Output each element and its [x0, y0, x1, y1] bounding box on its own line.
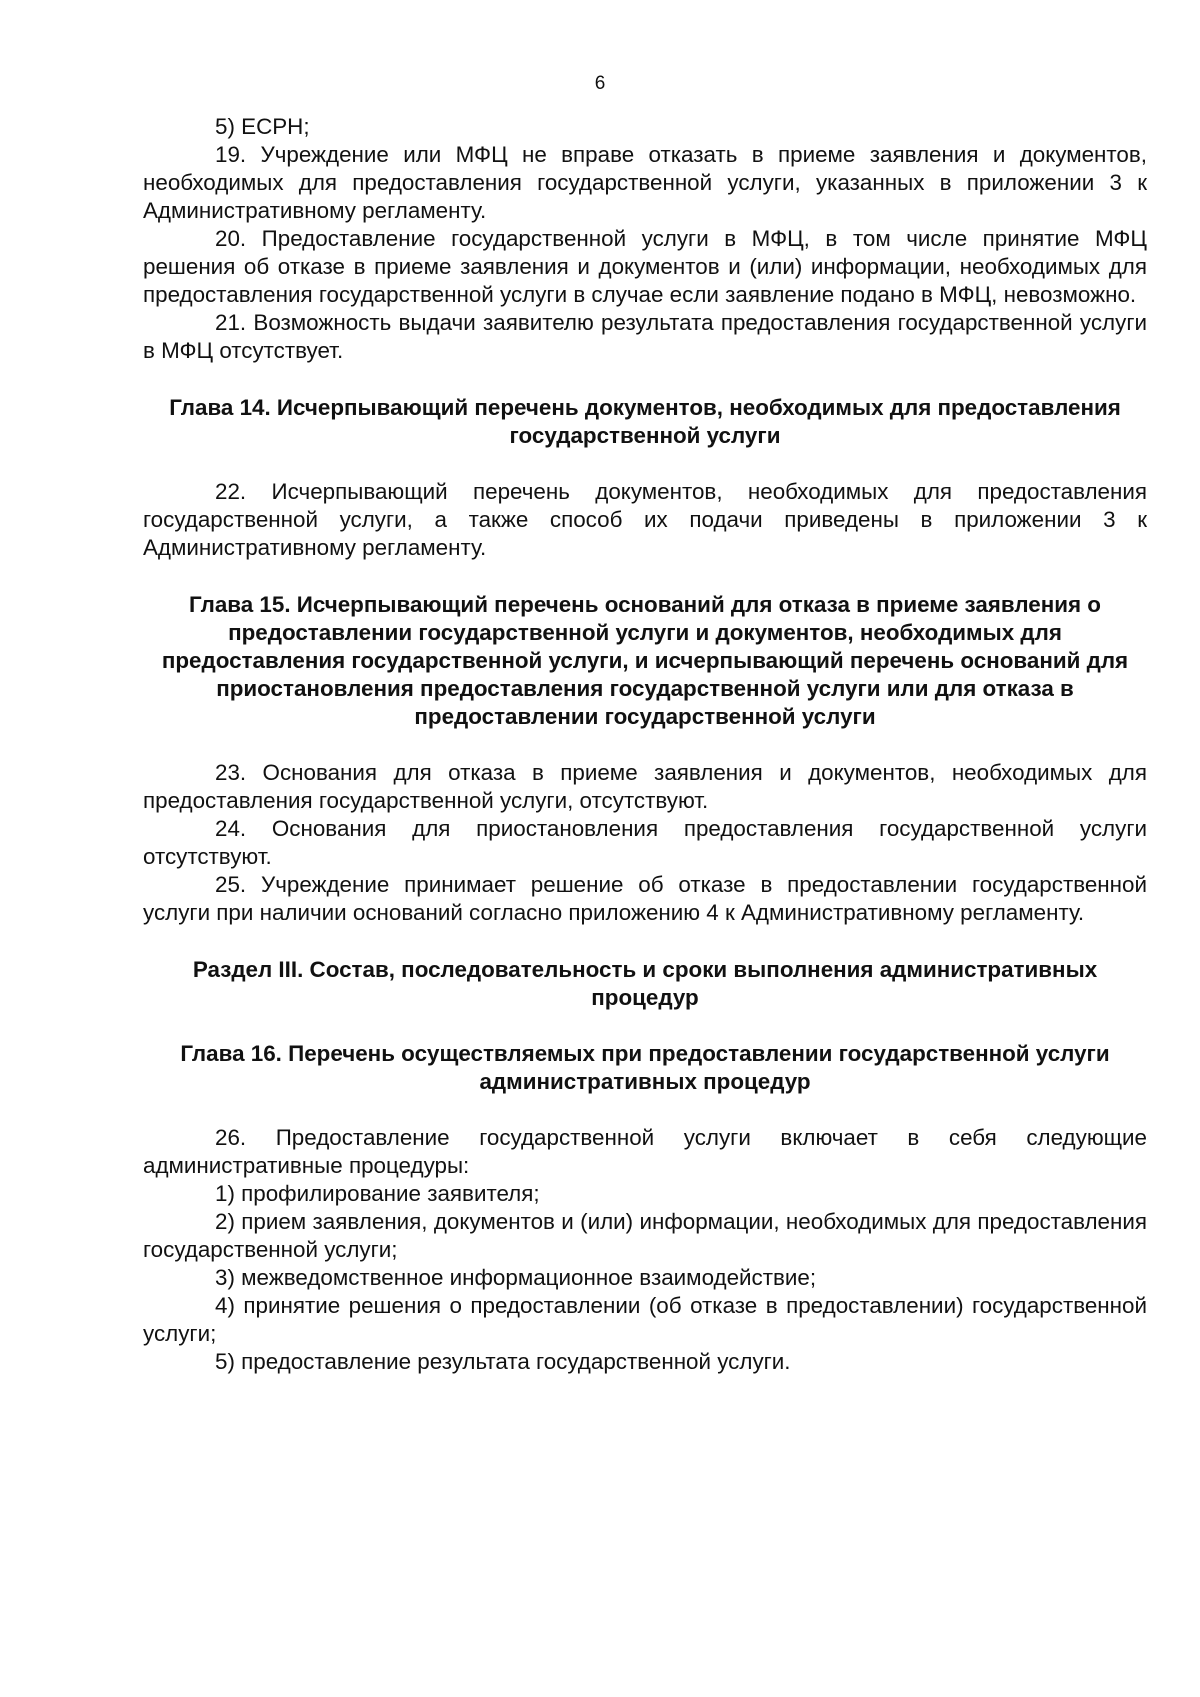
paragraph-26: 26. Предоставление государственной услуги включает в себя следующие административные процедуры: [143, 1125, 1147, 1178]
procedure-item-2: 2) прием заявления, документов и (или) информации, необходимых для предоставления государственной услуги; [143, 1209, 1147, 1262]
page-number: 6 [594, 73, 606, 94]
chapter-14-heading: Глава 14. Исчерпывающий перечень документов, необходимых для предоставления государственной услуги [169, 395, 1121, 448]
paragraph-23: 23. Основания для отказа в приеме заявления и документов, необходимых для предоставления государственной услуги, отсутствуют. [143, 760, 1147, 813]
paragraph-24: 24. Основания для приостановления предоставления государственной услуги отсутствуют. [143, 816, 1147, 869]
list-item-esrn: 5) ЕСРН; [215, 114, 310, 139]
procedure-item-3: 3) межведомственное информационное взаимодействие; [215, 1265, 817, 1290]
paragraph-20: 20. Предоставление государственной услуги в МФЦ, в том числе принятие МФЦ решения об отказе в приеме заявления и документов и (или) информации, необходимых для предоставления государственной услуги в случае если заявление подано в МФЦ, невозможно. [143, 226, 1147, 307]
chapter-15-heading: Глава 15. Исчерпывающий перечень оснований для отказа в приеме заявления о предоставлении государственной услуги и документов, необходимых для предоставления государственной услуги, и исчерпывающий перечень оснований для приостановления предоставления государственной услуги или для отказа в предоставлении государственной услуги [161, 592, 1129, 729]
section-3-heading: Раздел III. Состав, последовательность и сроки выполнения административных процедур [192, 957, 1098, 1010]
procedure-item-5: 5) предоставление результата государственной услуги. [215, 1349, 791, 1374]
procedure-item-1: 1) профилирование заявителя; [215, 1181, 540, 1206]
paragraph-19: 19. Учреждение или МФЦ не вправе отказать в приеме заявления и документов, необходимых для предоставления государственной услуги, указанных в приложении 3 к Административному регламенту. [143, 142, 1147, 223]
procedure-item-4: 4) принятие решения о предоставлении (об отказе в предоставлении) государственной услуги; [143, 1293, 1147, 1346]
paragraph-25: 25. Учреждение принимает решение об отказе в предоставлении государственной услуги при наличии оснований согласно приложению 4 к Административному регламенту. [143, 872, 1147, 925]
document-body [143, 113, 1147, 1376]
chapter-16-heading: Глава 16. Перечень осуществляемых при предоставлении государственной услуги административных процедур [180, 1041, 1110, 1094]
paragraph-22: 22. Исчерпывающий перечень документов, необходимых для предоставления государственной услуги, а также способ их подачи приведены в приложении 3 к Административному регламенту. [143, 479, 1147, 560]
paragraph-21: 21. Возможность выдачи заявителю результата предоставления государственной услуги в МФЦ отсутствует. [143, 310, 1147, 363]
